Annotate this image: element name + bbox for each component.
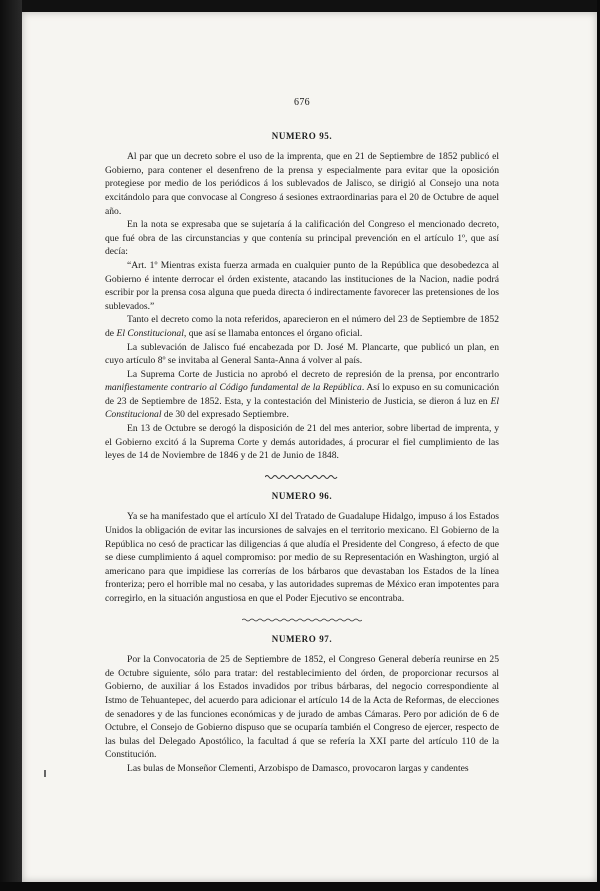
scan-border-bottom bbox=[0, 882, 600, 891]
section-heading: NUMERO 97. bbox=[271, 633, 333, 644]
paragraph: La sublevación de Jalisco fué encabezada por D. José M. Plancarte, que publicó un plan, en cuyo artículo 8º se invitaba al General Santa-Anna á volver al país. bbox=[105, 341, 499, 367]
wavy-rule-icon bbox=[242, 617, 362, 623]
paragraph: La Suprema Corte de Justicia no aprobó el decreto de represión de la prensa, por encontrarlo manifiestamente contrario al Código fundamental de la República. Así lo expuso en su comunicación de 23 de Septiembre de 1852. Esta, y la contestación del Ministerio de Justicia, se dieron á luz en El Constitucional de 30 del expresado Septiembre. bbox=[105, 368, 499, 421]
section-heading: NUMERO 96. bbox=[271, 490, 333, 501]
page-content bbox=[105, 96, 499, 776]
scan-border-left bbox=[0, 0, 22, 891]
section-divider bbox=[105, 474, 499, 480]
section-numero-95 bbox=[105, 130, 499, 463]
paragraph: Tanto el decreto como la nota referidos, aparecieron en el número del 23 de Septiembre de 1852 de El Constitucional, que así se llamaba entonces el órgano oficial. bbox=[105, 314, 499, 339]
paragraph: En la nota se expresaba que se sujetaría á la calificación del Congreso el mencionado decreto, que fué obra de las circunstancias y que contenía su principal prevención en el artículo 1º, que así decía: bbox=[105, 219, 499, 258]
section-numero-96 bbox=[105, 490, 499, 606]
wavy-rule-icon bbox=[265, 474, 339, 480]
section-divider bbox=[105, 617, 499, 623]
margin-mark bbox=[44, 770, 46, 777]
paragraph: En 13 de Octubre se derogó la disposición de 21 del mes anterior, sobre libertad de imprenta, y el Gobierno excitó á la Suprema Corte y demás autoridades, á procurar el fiel cumplimiento de las leyes de 14 de Noviembre de 1846 y de 21 de Junio de 1848. bbox=[105, 423, 499, 462]
paragraph: Al par que un decreto sobre el uso de la imprenta, que en 21 de Septiembre de 1852 publicó el Gobierno, para contener el desenfreno de la prensa y especialmente para evitar que la oposición protegiese por medio de los periódicos á los sublevados de Jalisco, se dirigió al Consejo una nota excitándolo para que convocase al Congreso á sesiones extraordinarias para el 20 de Octubre de aquel año. bbox=[105, 151, 499, 217]
page-number: 676 bbox=[294, 97, 310, 108]
paragraph: Las bulas de Monseñor Clementi, Arzobispo de Damasco, provocaron largas y candentes bbox=[127, 762, 469, 774]
quoted-article: “Art. 1º Mientras exista fuerza armada en cualquier punto de la República que desobedezca al Gobierno é intente derrocar el órden existente, atacando las instituciones de la Nacion, nadie podrá escribir por la prensa cosa alguna que pueda directa ó indirectamente favorecer las pretensiones de los sublevados.” bbox=[105, 259, 499, 312]
section-heading: NUMERO 95. bbox=[271, 130, 333, 141]
paragraph: Ya se ha manifestado que el artículo XI del Tratado de Guadalupe Hidalgo, impuso á los Estados Unidos la obligación de evitar las incursiones de salvajes en el territorio mexicano. El Gobierno de la República no cesó de practicar las diligencias á que aludía el Presidente del Congreso, á efecto de que se diese cumplimiento á aquel compromiso: por medio de su Representación en Washington, urgió al americano para que impidiese las correrías de los bárbaros que devastaban los Estados de la línea fronteriza; pero el horrible mal no cesaba, y las autoridades supremas de México eran impotentes para corregirlo, en la situación angustiosa en que el Poder Ejecutivo se encontraba. bbox=[105, 511, 499, 604]
paragraph: Por la Convocatoria de 25 de Septiembre de 1852, el Congreso General debería reunirse en 25 de Octubre siguiente, sólo para tratar: del restablecimiento del órden, de proporcionar recursos al Gobierno, de auxiliar á los Estados invadidos por tribus bárbaras, del negocio correspondiente al Istmo de Tehuantepec, del acuerdo para adicionar el artículo 14 de la Acta de Reformas, de elecciones de senadores y de las funciones económicas y de jurado de ambas Cámaras. Pero por adición de 6 de Octubre, el Consejo de Gobierno dispuso que se ocuparía también el Congreso de ejercer, respecto de las bulas del Delegado Apostólico, la facultad á que se refería la XXI parte del artículo 110 de la Constitución. bbox=[105, 654, 499, 761]
section-numero-97 bbox=[105, 633, 499, 776]
